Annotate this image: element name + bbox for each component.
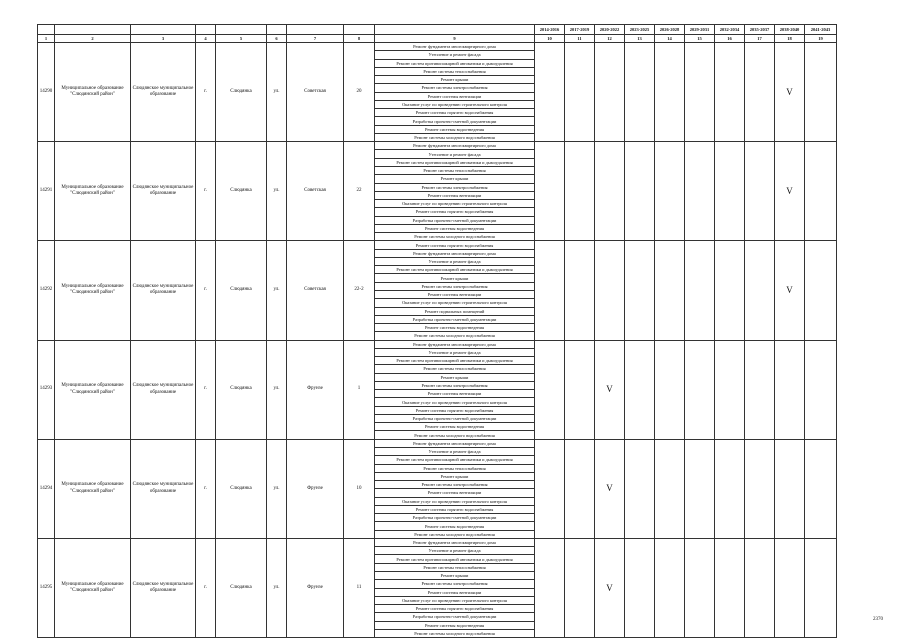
street-name: Советская [287,142,344,241]
column-number: 6 [267,35,287,43]
work-type: Разработка проектно-сметной документации [375,613,535,621]
column-number: 14 [655,35,685,43]
table-body [38,25,837,638]
work-type: Ремонт системы горячего водоснабжения [375,109,535,117]
column-number: 19 [805,35,837,43]
period-cell [685,340,715,439]
work-type: Оказание услуг по проведению строительного контроля [375,299,535,307]
street-type: ул. [267,241,287,340]
work-type: Ремонт системы холодного водоснабжения [375,332,535,340]
column-number-row [38,35,837,43]
work-type: Ремонт системы водоотведения [375,125,535,133]
work-type: Оказание услуг по проведению строительного контроля [375,497,535,505]
work-type: Ремонт крыши [375,76,535,84]
work-type: Ремонт системы горячего водоснабжения [375,208,535,216]
settlement: Слюдянское муниципальное образование [131,340,196,439]
page-number: 2370 [873,617,883,622]
locality-type: г. [196,538,216,637]
locality-name: Слюдянка [216,538,267,637]
work-type: Ремонт системы водоотведения [375,324,535,332]
municipal-district: Муниципальное образование "Слюдянский район" [55,340,131,439]
period-header: 2017-2019 [565,25,595,35]
work-type: Ремонт системы электроснабжения [375,580,535,588]
house-number: 10 [344,439,375,538]
period-cell [805,241,837,340]
work-type: Разработка проектно-сметной документации [375,514,535,522]
period-cell [805,142,837,241]
work-type: Разработка проектно-сметной документации [375,216,535,224]
column-number: 15 [685,35,715,43]
work-type: Ремонт фундамента многоквартирного дома [375,43,535,51]
period-cell [535,241,565,340]
period-cell [685,43,715,142]
period-cell [655,538,685,637]
period-cell [565,241,595,340]
settlement: Слюдянское муниципальное образование [131,538,196,637]
period-header: 2026-2028 [655,25,685,35]
period-header: 2035-2037 [745,25,775,35]
period-mark: V [775,142,805,241]
work-type: Ремонт фундамента многоквартирного дома [375,249,535,257]
work-type: Ремонт фундамента многоквартирного дома [375,538,535,546]
period-cell [745,439,775,538]
locality-type: г. [196,439,216,538]
column-number: 11 [565,35,595,43]
house-number: 22-2 [344,241,375,340]
period-cell [535,142,565,241]
column-number: 13 [625,35,655,43]
work-type: Ремонт системы горячего водоснабжения [375,406,535,414]
period-cell [595,142,625,241]
locality-name: Слюдянка [216,43,267,142]
record-id: 14293 [38,340,55,439]
municipal-district: Муниципальное образование "Слюдянский район" [55,439,131,538]
locality-type: г. [196,142,216,241]
work-type: Ремонт системы вентиляции [375,92,535,100]
period-cell [745,340,775,439]
column-number: 12 [595,35,625,43]
period-cell [715,340,745,439]
record-id: 14290 [38,43,55,142]
work-type: Утепление и ремонт фасада [375,51,535,59]
table-row [38,142,837,150]
record-id: 14295 [38,538,55,637]
work-type: Оказание услуг по проведению строительного контроля [375,398,535,406]
period-cell [685,538,715,637]
locality-name: Слюдянка [216,340,267,439]
period-cell [535,439,565,538]
locality-type: г. [196,340,216,439]
street-name: Фрунзе [287,538,344,637]
column-number: 17 [745,35,775,43]
period-cell [625,340,655,439]
work-type: Ремонт подвальных помещений [375,307,535,315]
work-type: Разработка проектно-сметной документации [375,315,535,323]
table-row [38,241,837,249]
period-cell [535,538,565,637]
period-cell [775,439,805,538]
period-cell [565,340,595,439]
table-row [38,538,837,546]
period-cell [745,43,775,142]
column-number: 18 [775,35,805,43]
street-name: Советская [287,241,344,340]
period-cell [715,538,745,637]
period-cell [535,340,565,439]
work-type: Утепление и ремонт фасада [375,150,535,158]
period-cell [625,439,655,538]
period-cell [595,241,625,340]
period-cell [685,439,715,538]
record-id: 14294 [38,439,55,538]
record-id: 14292 [38,241,55,340]
work-type: Ремонт системы теплоснабжения [375,67,535,75]
work-type: Оказание услуг по проведению строительного контроля [375,596,535,604]
municipal-district: Муниципальное образование "Слюдянский район" [55,142,131,241]
work-type: Ремонт фундамента многоквартирного дома [375,439,535,447]
municipal-district: Муниципальное образование "Слюдянский район" [55,241,131,340]
municipal-district: Муниципальное образование "Слюдянский район" [55,43,131,142]
work-type: Ремонт систем противопожарной автоматики и дымоудаления [375,158,535,166]
column-number: 2 [55,35,131,43]
repair-schedule-table [37,24,837,638]
period-cell [715,241,745,340]
period-cell [745,241,775,340]
period-header: 2032-2034 [715,25,745,35]
work-type: Ремонт системы холодного водоснабжения [375,530,535,538]
period-cell [775,538,805,637]
column-number: 4 [196,35,216,43]
work-type: Разработка проектно-сметной документации [375,117,535,125]
work-type: Ремонт систем противопожарной автоматики и дымоудаления [375,357,535,365]
work-type: Ремонт крыши [375,175,535,183]
period-cell [565,43,595,142]
period-cell [595,43,625,142]
street-name: Фрунзе [287,340,344,439]
work-type: Ремонт систем противопожарной автоматики и дымоудаления [375,59,535,67]
period-header: 2020-2022 [595,25,625,35]
table-row [38,43,837,51]
work-type: Ремонт системы электроснабжения [375,282,535,290]
period-mark: V [775,241,805,340]
period-header: 2014-2016 [535,25,565,35]
work-type: Ремонт системы вентиляции [375,588,535,596]
work-type: Ремонт системы электроснабжения [375,481,535,489]
work-type: Ремонт системы вентиляции [375,290,535,298]
period-mark: V [595,439,625,538]
work-type: Ремонт системы теплоснабжения [375,166,535,174]
house-number: 1 [344,340,375,439]
period-cell [625,142,655,241]
work-type: Ремонт системы горячего водоснабжения [375,605,535,613]
period-cell [745,142,775,241]
work-type: Ремонт системы горячего водоснабжения [375,241,535,249]
program-sheet [37,24,837,638]
work-type: Ремонт системы электроснабжения [375,84,535,92]
period-cell [655,43,685,142]
work-type: Ремонт системы теплоснабжения [375,365,535,373]
period-cell [805,538,837,637]
work-type: Ремонт систем противопожарной автоматики и дымоудаления [375,456,535,464]
street-type: ул. [267,43,287,142]
work-type: Утепление и ремонт фасада [375,448,535,456]
house-number: 11 [344,538,375,637]
period-cell [565,439,595,538]
locality-name: Слюдянка [216,142,267,241]
table-row [38,340,837,348]
work-type: Ремонт систем противопожарной автоматики и дымоудаления [375,555,535,563]
work-type: Оказание услуг по проведению строительного контроля [375,200,535,208]
column-number: 5 [216,35,267,43]
work-type: Ремонт системы вентиляции [375,390,535,398]
period-cell [565,142,595,241]
settlement: Слюдянское муниципальное образование [131,43,196,142]
house-number: 22 [344,142,375,241]
period-cell [715,439,745,538]
work-type: Ремонт системы электроснабжения [375,183,535,191]
period-cell [685,241,715,340]
period-cell [715,43,745,142]
period-cell [685,142,715,241]
column-number: 9 [375,35,535,43]
work-type: Утепление и ремонт фасада [375,547,535,555]
period-header-row [38,25,837,35]
work-type: Ремонт системы водоотведения [375,224,535,232]
work-type: Ремонт системы водоотведения [375,621,535,629]
record-id: 14291 [38,142,55,241]
street-type: ул. [267,340,287,439]
period-cell [805,439,837,538]
house-number: 20 [344,43,375,142]
settlement: Слюдянское муниципальное образование [131,439,196,538]
work-type: Ремонт системы холодного водоснабжения [375,431,535,439]
work-type: Ремонт системы водоотведения [375,522,535,530]
period-cell [745,538,775,637]
work-type: Ремонт системы горячего водоснабжения [375,505,535,513]
table-row [38,439,837,447]
work-type: Ремонт систем противопожарной автоматики и дымоудаления [375,266,535,274]
period-cell [535,43,565,142]
locality-type: г. [196,241,216,340]
work-type: Ремонт системы электроснабжения [375,381,535,389]
work-type: Ремонт крыши [375,472,535,480]
period-cell [625,241,655,340]
street-type: ул. [267,439,287,538]
work-type: Ремонт крыши [375,572,535,580]
period-cell [565,538,595,637]
period-header: 2038-2040 [775,25,805,35]
street-name: Фрунзе [287,439,344,538]
settlement: Слюдянское муниципальное образование [131,142,196,241]
column-number: 10 [535,35,565,43]
column-number: 16 [715,35,745,43]
work-type: Ремонт системы вентиляции [375,191,535,199]
period-cell [655,241,685,340]
locality-name: Слюдянка [216,241,267,340]
column-number: 1 [38,35,55,43]
period-header: 2029-2031 [685,25,715,35]
period-mark: V [595,538,625,637]
period-cell [805,43,837,142]
period-cell [655,439,685,538]
period-cell [655,340,685,439]
work-type: Разработка проектно-сметной документации [375,414,535,422]
period-cell [805,340,837,439]
work-type: Ремонт системы холодного водоснабжения [375,133,535,141]
work-type: Утепление и ремонт фасада [375,348,535,356]
period-cell [715,142,745,241]
period-header: 2023-2025 [625,25,655,35]
work-type: Ремонт крыши [375,274,535,282]
work-type: Ремонт системы холодного водоснабжения [375,233,535,241]
column-number: 8 [344,35,375,43]
period-mark: V [595,340,625,439]
work-type: Ремонт системы теплоснабжения [375,563,535,571]
work-type: Ремонт фундамента многоквартирного дома [375,142,535,150]
work-type: Ремонт системы теплоснабжения [375,464,535,472]
locality-type: г. [196,43,216,142]
street-type: ул. [267,142,287,241]
column-number: 3 [131,35,196,43]
street-name: Советская [287,43,344,142]
period-cell [775,340,805,439]
locality-name: Слюдянка [216,439,267,538]
work-type: Оказание услуг по проведению строительного контроля [375,100,535,108]
period-cell [625,43,655,142]
column-number: 7 [287,35,344,43]
work-type: Ремонт фундамента многоквартирного дома [375,340,535,348]
period-mark: V [775,43,805,142]
period-header: 2041-2043 [805,25,837,35]
municipal-district: Муниципальное образование "Слюдянский район" [55,538,131,637]
period-cell [625,538,655,637]
work-type: Ремонт системы водоотведения [375,423,535,431]
settlement: Слюдянское муниципальное образование [131,241,196,340]
work-type: Утепление и ремонт фасада [375,257,535,265]
work-type: Ремонт крыши [375,373,535,381]
street-type: ул. [267,538,287,637]
work-type: Ремонт системы холодного водоснабжения [375,629,535,637]
work-type: Ремонт системы вентиляции [375,489,535,497]
period-cell [655,142,685,241]
